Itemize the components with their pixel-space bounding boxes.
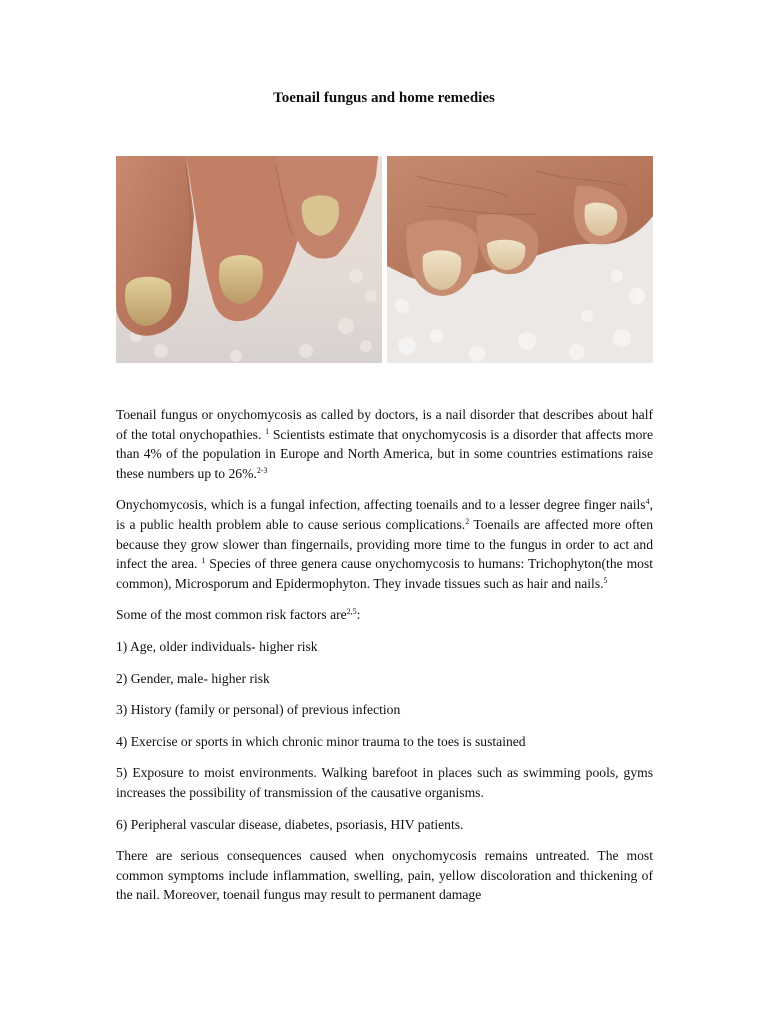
text-run: :	[356, 607, 361, 623]
citation-ref: 2	[465, 516, 470, 526]
text-run: Onychomycosis, which is a fungal infection, affecting toenails and to a lesser degree finger nails	[116, 497, 646, 513]
risk-factor-item: 4) Exercise or sports in which chronic minor trauma to the toes is sustained	[116, 733, 526, 749]
text-run: Scientists estimate that onychomycosis is a disorder that affects more than 4% of the population in Europe and North America, but in some countries estimations raise these numbers up to 26%.	[116, 426, 653, 481]
text-run: Toenails are affected more often because they grow slower than fingernails, providing more time to the fungus in order to act and infect the area.	[116, 516, 653, 572]
document-title: Toenail fungus and home remedies	[273, 90, 495, 106]
toenail-photo-right	[387, 156, 653, 363]
risk-factor-item: 3) History (family or personal) of previous infection	[116, 702, 401, 718]
citation-ref: 2-3	[256, 465, 268, 475]
figure-photos	[116, 156, 653, 363]
citation-ref: 2,5	[346, 607, 357, 617]
article-body	[116, 405, 653, 917]
text-run: , is a public health problem able to cause serious complications.	[116, 497, 653, 532]
risk-factor-item: 5) Exposure to moist environments. Walking barefoot in places such as swimming pools, gyms increases the possibility of transmission of the causative organisms.	[116, 765, 653, 800]
citation-ref: 5	[603, 575, 608, 585]
text-run: Species of three genera cause onychomycosis to humans: Trichophyton(the most common), Microsporum and Epidermophyton. They invade tissues such as hair and nails.	[116, 556, 654, 591]
risk-factor-item: 6) Peripheral vascular disease, diabetes, psoriasis, HIV patients.	[116, 816, 464, 832]
text-run: Toenail fungus or onychomycosis as called by doctors, is a nail disorder that describes about half of the total onychopathies.	[116, 407, 653, 442]
citation-ref: 1	[201, 556, 206, 566]
paragraph-intro	[116, 405, 653, 483]
paragraph-onychomycosis	[116, 495, 653, 593]
toenail-photo-left	[116, 156, 382, 363]
risk-factor-item: 1) Age, older individuals- higher risk	[116, 638, 318, 654]
text-run: Some of the most common risk factors are	[116, 607, 347, 623]
paragraph-consequences: There are serious consequences caused when onychomycosis remains untreated. The most common symptoms include inflammation, swelling, pain, yellow discoloration and thickening of the nail. Moreover, toenail fungus may result to permanent damage	[116, 848, 653, 903]
paragraph-risk-intro	[116, 605, 653, 625]
citation-ref: 1	[265, 426, 270, 436]
risk-factor-item: 2) Gender, male- higher risk	[116, 670, 270, 686]
citation-ref: 4	[645, 497, 650, 507]
